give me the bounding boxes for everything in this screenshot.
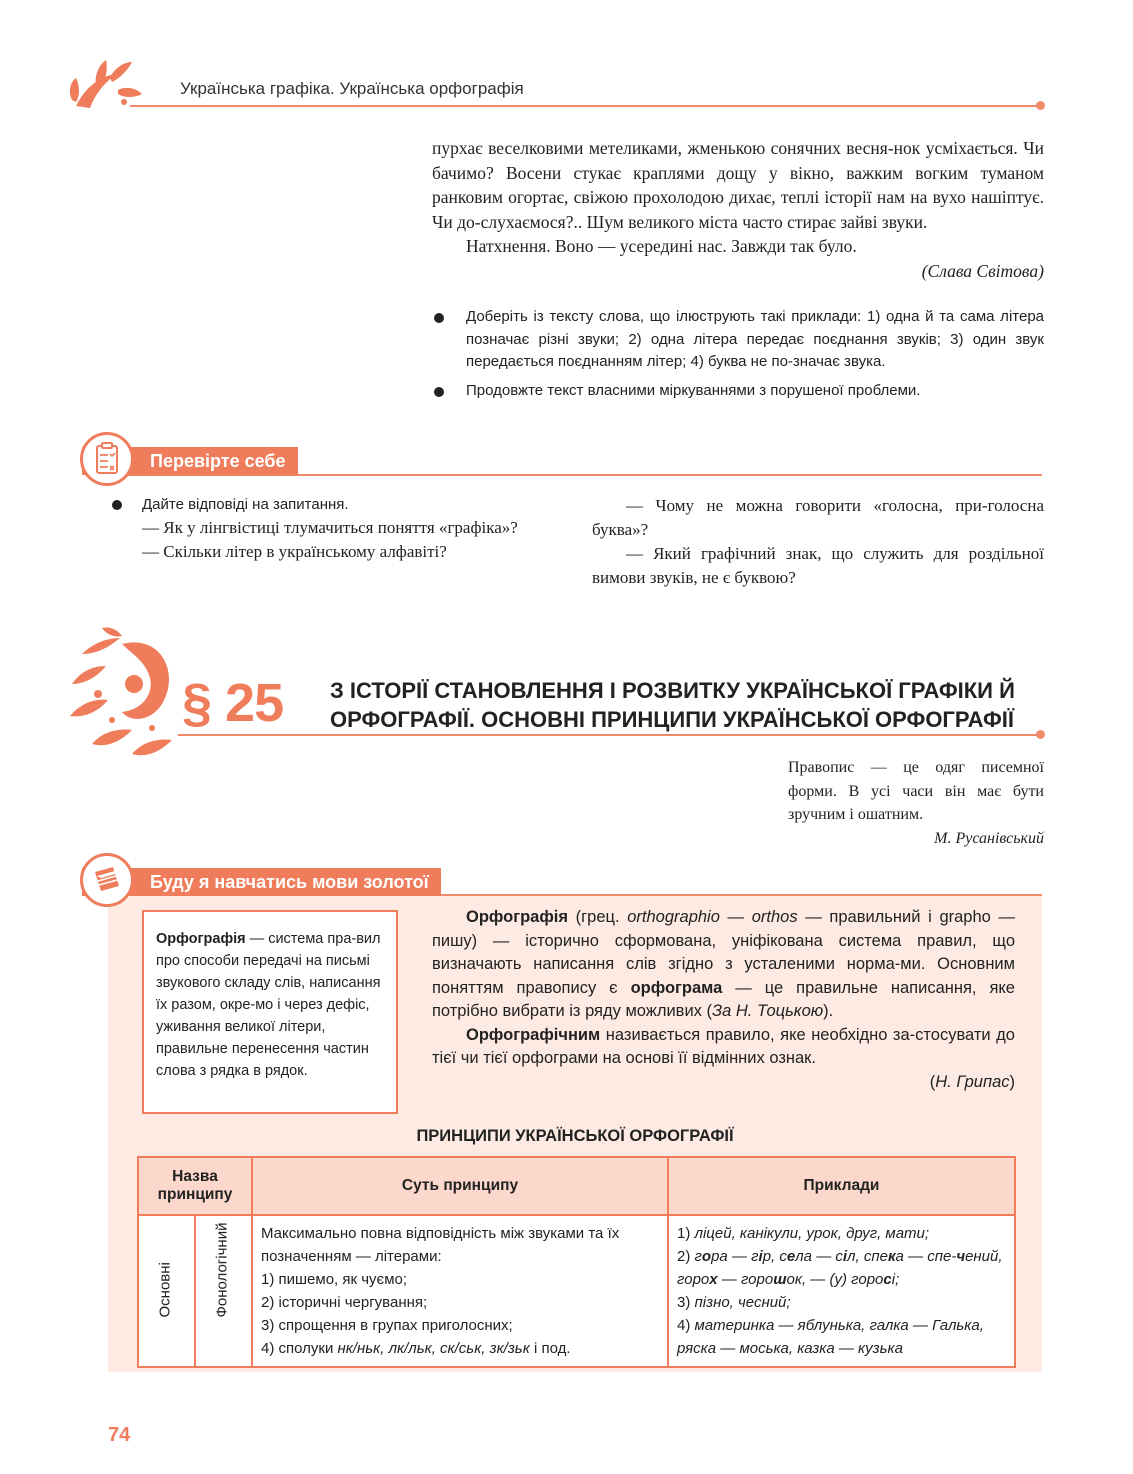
principle-essence xyxy=(252,1215,668,1367)
text: пізно, чесний; xyxy=(694,1294,791,1311)
text: 2) xyxy=(677,1248,695,1265)
table-header: Суть принципу xyxy=(252,1157,668,1215)
check-section-label: Перевірте себе xyxy=(82,447,298,475)
example-line xyxy=(677,1222,1008,1245)
book-icon xyxy=(80,853,134,907)
intro-paragraph: пурхає веселковими метеликами, жменькою сонячних весня-нок усміхається. Чи бачимо? Восени стукає краплями дощу у вікно, важким вогким туманом ранковим огортає, свіжою прохолодою дихає, теплі історії нам на вухо нашіптує. Чи до-слухаємося?.. Шум великого міста часто стирає зайві звуки. xyxy=(432,138,1044,232)
group-label: Основні xyxy=(156,1261,174,1317)
bullet-icon xyxy=(434,387,444,397)
page-number: 74 xyxy=(108,1424,131,1446)
text: ( xyxy=(929,1072,936,1091)
task-list xyxy=(432,306,1044,408)
section-title: З ІСТОРІЇ СТАНОВЛЕННЯ І РОЗВИТКУ УКРАЇНСЬКОЇ ГРАФІКИ Й ОРФОГРАФІЇ. ОСНОВНІ ПРИНЦИПИ УКРАЇНСЬКОЇ ОРФОГРАФІЇ xyxy=(330,678,1015,732)
question-text: — Який графічний знак, що служить для роздільної вимови звуків, не є буквою? xyxy=(592,544,1044,587)
notebook-icon xyxy=(83,856,131,904)
bullet-icon xyxy=(434,313,444,323)
check-questions-left xyxy=(108,494,560,564)
learn-section-label: Буду я навчатись мови золотої xyxy=(82,868,441,896)
text: (грец. xyxy=(568,908,628,926)
text: материнка — яблунька, галка — Галька, ряска — моська, казка — кузька xyxy=(677,1317,984,1357)
text: ) xyxy=(1009,1072,1015,1091)
principle-group xyxy=(138,1215,195,1367)
principle-label: Фонологічний xyxy=(213,1222,231,1317)
table-row xyxy=(138,1215,1015,1367)
text: 3) xyxy=(677,1294,695,1311)
text: і под. xyxy=(529,1340,571,1357)
learn-source xyxy=(432,1071,1015,1095)
learn-paragraph xyxy=(432,1024,1015,1071)
text: називається правило, яке необхідно за-стосувати до тієї чи тієї орфограми на основі її відмінних ознак. xyxy=(432,1025,1015,1067)
question-text: — Скільки літер в українському алфавіті? xyxy=(142,542,447,561)
table-header-row xyxy=(138,1157,1015,1215)
source: За Н. Тоцькою xyxy=(711,1002,824,1020)
table-header: Приклади xyxy=(668,1157,1015,1215)
definition-term: Орфографія xyxy=(156,931,246,947)
text: нк/ньк, лк/льк, ск/ськ, зк/зьк xyxy=(337,1340,530,1357)
header-divider-dot xyxy=(1036,101,1045,110)
epigraph-text: Правопис — це одяг писемної форми. В усі часи він має бути зручним і ошатним. xyxy=(788,759,1044,823)
essence-line: Максимально повна відповідність між звуками та їх позначенням — літерами: xyxy=(261,1225,620,1265)
question-text: — Чому не можна говорити «голосна, при-голосна буква»? xyxy=(592,496,1044,539)
essence-line xyxy=(261,1337,661,1360)
list-item xyxy=(432,380,1044,403)
term: Орфографічним xyxy=(466,1025,601,1044)
text: ). xyxy=(823,1002,834,1020)
epigraph xyxy=(788,756,1044,850)
term: Орфографія xyxy=(466,908,568,926)
epigraph-author: М. Русанівський xyxy=(934,829,1044,847)
example-line xyxy=(677,1245,1008,1291)
essence-line: 1) пишемо, як чуємо; xyxy=(261,1271,408,1288)
principle-name xyxy=(195,1215,252,1367)
intro-text xyxy=(432,136,1044,283)
text: 4) xyxy=(677,1317,695,1334)
text: — це правильне написання, яке потрібно вибрати із ряду можливих ( xyxy=(432,978,1015,1020)
principle-examples xyxy=(668,1215,1015,1367)
clipboard-icon xyxy=(83,435,131,483)
paragraph-number: § 25 xyxy=(182,673,284,733)
bullet-icon xyxy=(112,500,122,510)
learn-paragraph xyxy=(432,906,1015,1024)
floral-ornament-icon xyxy=(66,56,146,116)
check-questions-right xyxy=(592,494,1044,590)
example-words: гора — гір, села — сіл, спека — спе-чений, горох — горошок, — (у) горосі; xyxy=(677,1248,1003,1288)
principles-table xyxy=(137,1156,1016,1368)
section-divider-dot xyxy=(1036,730,1045,739)
list-item xyxy=(432,306,1044,374)
example-line xyxy=(677,1291,1008,1314)
running-header: Українська графіка. Українська орфографія xyxy=(180,79,524,98)
learn-text xyxy=(432,906,1015,1094)
header-divider xyxy=(130,105,1040,107)
text: 4) сполуки xyxy=(261,1340,338,1357)
intro-author: (Слава Світова) xyxy=(921,260,1044,281)
checklist-icon xyxy=(80,432,134,486)
definition-box xyxy=(142,910,398,1114)
term: орфограма xyxy=(630,978,723,997)
table-header: Назва принципу xyxy=(138,1157,252,1215)
floral-ornament-icon xyxy=(62,624,182,764)
essence-line: 2) історичні чергування; xyxy=(261,1294,428,1311)
text: — правильний і grapho — пишу) — історично сформована, уніфікована система правил, що визначають написання слів згідно з усталеними норма-ми. Основним поняттям правопису є xyxy=(432,908,1015,997)
section-divider xyxy=(178,734,1040,736)
text: ліцей, канікули, урок, друг, мати; xyxy=(694,1225,930,1242)
source: Н. Грипас xyxy=(935,1072,1010,1091)
task-text: Продовжте текст власними міркуваннями з порушеної проблеми. xyxy=(466,381,921,399)
definition-text: — система пра-вил про способи передачі на письмі звукового складу слів, написання їх разом, окре-мо і через дефіс, уживання великої літери, правильне перенесення частин слова з рядка в рядок. xyxy=(156,931,381,1079)
question-text: — Як у лінгвістиці тлумачиться поняття «графіка»? xyxy=(142,518,518,537)
table-title: ПРИНЦИПИ УКРАЇНСЬКОЇ ОРФОГРАФІЇ xyxy=(416,1127,734,1145)
task-text: Доберіть із тексту слова, що ілюструють такі приклади: 1) одна й та сама літера позначає різні звуки; 2) одна літера передає поєднання звуків; 3) один звук передається поєднанням літер; 4) буква не по-значає звука. xyxy=(466,308,1044,370)
example-line xyxy=(677,1314,1008,1360)
intro-paragraph: Натхнення. Воно — усередині нас. Завжди так було. xyxy=(466,236,857,256)
essence-line: 3) спрощення в групах приголосних; xyxy=(261,1317,513,1334)
text: orthographio — orthos xyxy=(627,908,798,926)
text: 1) xyxy=(677,1225,695,1242)
check-instruction: Дайте відповіді на запитання. xyxy=(142,496,349,513)
